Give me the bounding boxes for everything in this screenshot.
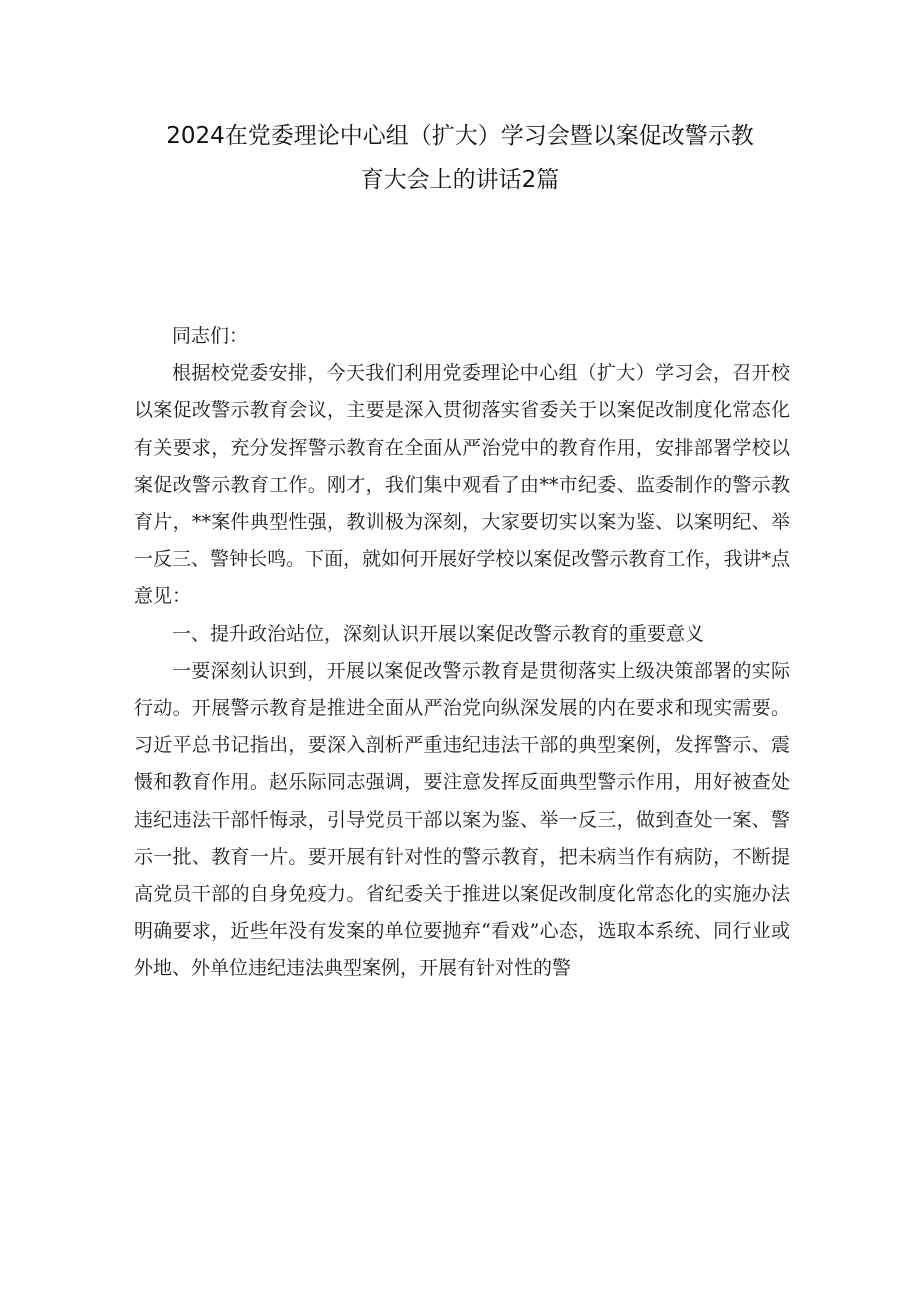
paragraph-section-1: 一要深刻认识到，开展以案促改警示教育是贯彻落实上级决策部署的实际行动。开展警示教育是推进全面从严治党向纵深发展的内在要求和现实需要。习近平总书记指出，要深入剖析严重违纪违法干部的典型案例，发挥警示、震慑和教育作用。赵乐际同志强调，要注意发挥反面典型警示作用，用好被查处违纪违法干部忏悔录，引导党员干部以案为鉴、举一反三，做到查处一案、警示一批、教育一片。要开展有针对性的警示教育，把未病当作有病防，不断提高党员干部的自身免疫力。省纪委关于推进以案促改制度化常态化的实施办法明确要求，近些年没有发案的单位要抛弃“看戏”心态，选取本系统、同行业或外地、外单位违纪违法典型案例，开展有针对性的警 (134, 659, 790, 980)
document-title-line-1: 2024在党委理论中心组（扩大）学习会暨以案促改警示教 (166, 123, 754, 149)
salutation: 同志们： (172, 325, 249, 347)
document-body (134, 318, 790, 988)
document-title-line-2: 育大会上的讲话2篇 (360, 167, 560, 193)
document-title (120, 114, 800, 202)
paragraph-intro: 根据校党委安排，今天我们利用党委理论中心组（扩大）学习会，召开校以案促改警示教育会议，主要是深入贯彻落实省委关于以案促改制度化常态化有关要求，充分发挥警示教育在全面从严治党中的教育作用，安排部署学校以案促改警示教育工作。刚才，我们集中观看了由**市纪委、监委制作的警示教育片，**案件典型性强，教训极为深刻，大家要切实以案为鉴、以案明纪、举一反三、警钟长鸣。下面，就如何开展好学校以案促改警示教育工作，我讲*点意见： (134, 362, 790, 608)
section-heading-1: 一、提升政治站位，深刻认识开展以案促改警示教育的重要意义 (172, 622, 705, 645)
